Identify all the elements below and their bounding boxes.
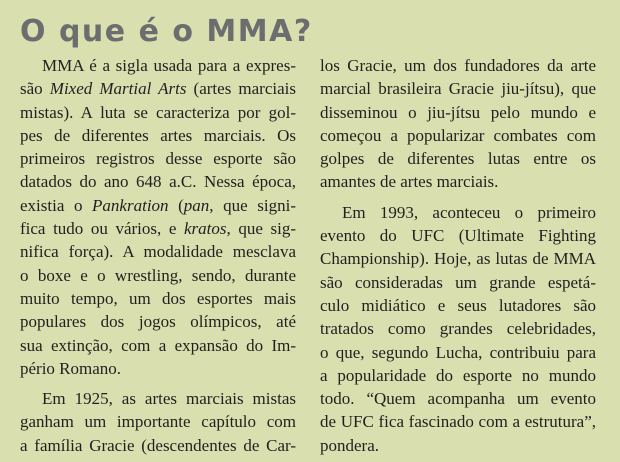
text-line: disseminou o jiu-jítsu pelo mundo e bbox=[320, 102, 596, 122]
text-line: muito tempo, um dos esportes mais bbox=[20, 288, 296, 308]
text-line: culo midiático e seus lutadores são bbox=[320, 295, 596, 315]
text-line: los Gracie, um dos fundadores da arte bbox=[320, 56, 596, 75]
text-line: tratados como grandes celebridades, bbox=[320, 319, 596, 339]
text-line: começou a popularizar combates com bbox=[320, 125, 596, 145]
italic-term: pan bbox=[183, 195, 210, 215]
text-line: Championship). Hoje, as lutas de MMA bbox=[320, 249, 596, 269]
text-line: populares dos jogos olímpicos, até bbox=[20, 312, 296, 332]
text-line: datados do ano 648 a.C. Nessa época, bbox=[20, 172, 296, 192]
text-line: nifica força). A modalidade mesclava bbox=[20, 242, 296, 262]
text-line: marcial brasileira Gracie jiu-jítsu), que bbox=[320, 79, 596, 99]
text-line: mistas). A luta se caracteriza por gol- bbox=[20, 102, 296, 122]
text-line: a popularidade do esporte no mundo bbox=[320, 365, 596, 385]
italic-term: Pankration bbox=[92, 195, 169, 215]
text-line: de UFC fica fascinado com a estrutura”, bbox=[320, 412, 596, 432]
right-column bbox=[320, 54, 596, 457]
left-column bbox=[20, 54, 296, 457]
text-line: ganham um importante capítulo com bbox=[20, 412, 296, 432]
text-line: sua extinção, com a expansão do Im- bbox=[20, 335, 296, 355]
paragraph-2-continued bbox=[320, 54, 596, 194]
article-title: O que é o MMA? bbox=[20, 14, 313, 49]
text-line: existia o Pankration (pan, que signi- bbox=[20, 195, 296, 215]
text-line: fica tudo ou vários, e kratos, que sig- bbox=[20, 219, 296, 239]
text-line: o boxe e o wrestling, sendo, durante bbox=[20, 265, 296, 285]
italic-term: Mixed Martial Arts bbox=[49, 79, 187, 99]
text-line: MMA é a sigla usada para a expres- bbox=[42, 56, 296, 75]
text-line: a família Gracie (descendentes de Car- bbox=[20, 435, 296, 455]
text-line: são Mixed Martial Arts (artes marciais bbox=[20, 79, 297, 99]
text-line: pes de diferentes artes marciais. Os bbox=[20, 125, 296, 145]
text-line: primeiros registros desse esporte são bbox=[20, 149, 296, 169]
text-line: pério Romano. bbox=[20, 358, 122, 378]
paragraph-3 bbox=[320, 201, 596, 457]
text-line: Em 1925, as artes marciais mistas bbox=[42, 389, 296, 409]
text-line: são consideradas um grande espetá- bbox=[320, 272, 596, 292]
paragraph-1 bbox=[20, 54, 296, 380]
text-line: Em 1993, aconteceu o primeiro bbox=[342, 202, 596, 222]
text-line: golpes de diferentes lutas entre os bbox=[320, 149, 596, 169]
text-line: amantes de artes marciais. bbox=[320, 172, 499, 192]
text-line: todo. “Quem acompanha um evento bbox=[320, 389, 596, 409]
text-line: evento do UFC (Ultimate Fighting bbox=[320, 226, 596, 246]
text-line: pondera. bbox=[320, 435, 380, 455]
paragraph-2 bbox=[20, 387, 296, 457]
italic-term: kratos bbox=[184, 219, 227, 239]
text-line: o que, segundo Lucha, contribuiu para bbox=[320, 342, 596, 362]
